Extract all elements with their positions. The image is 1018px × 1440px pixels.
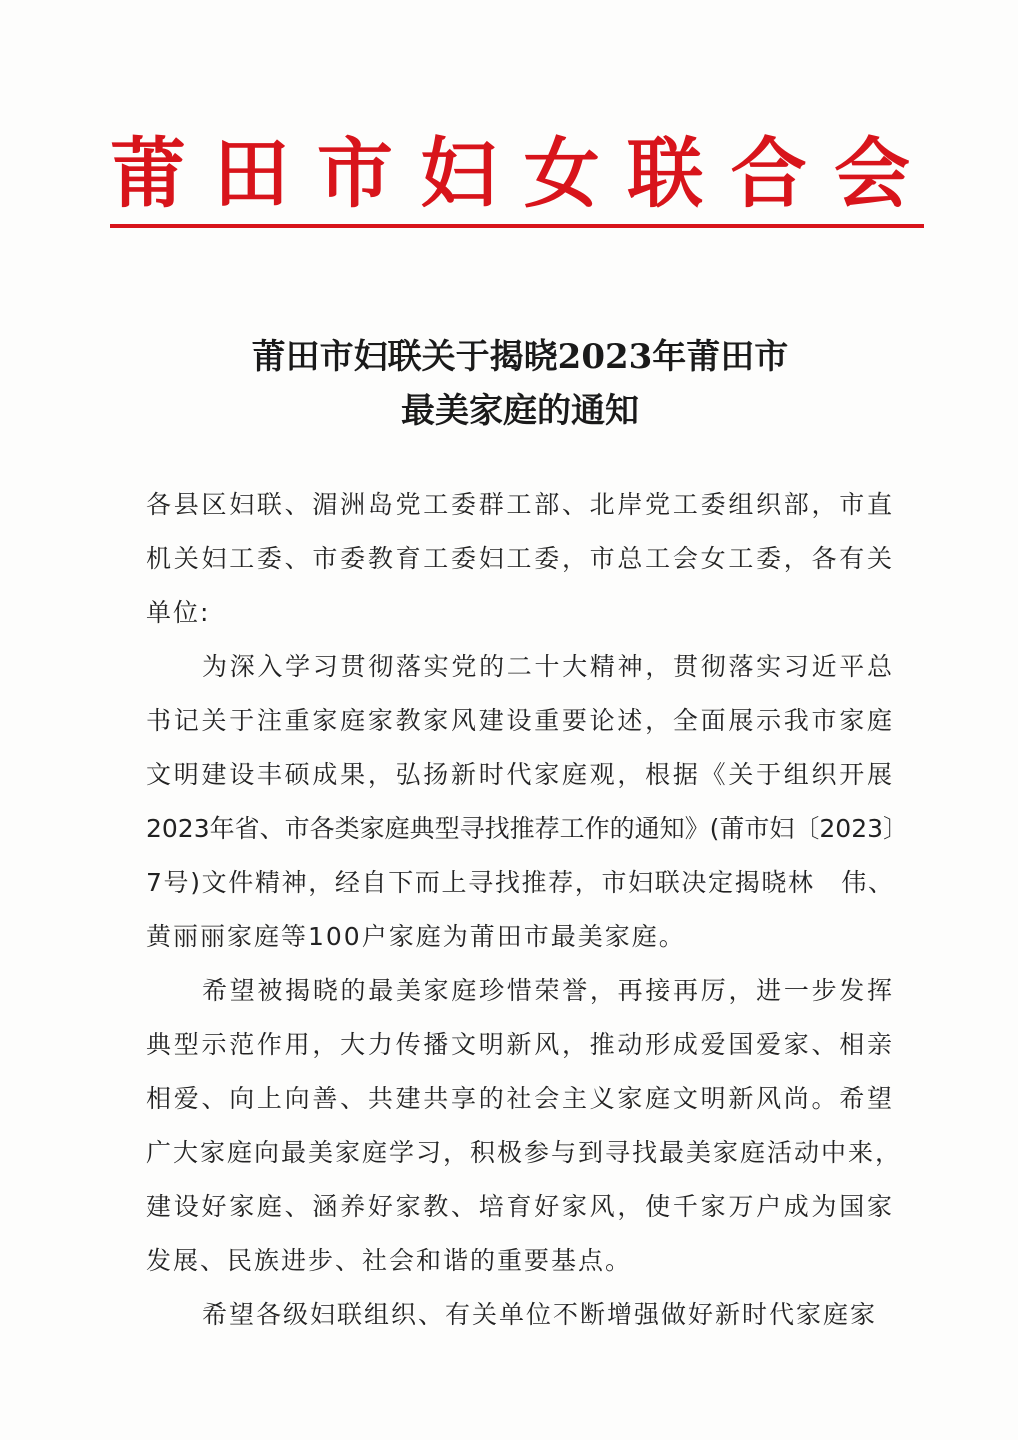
- paragraph-1-line: 为深入学习贯彻落实党的二十大精神，贯彻落实习近平总: [202, 652, 894, 681]
- paragraph-1-line: 文明建设丰硕成果，弘扬新时代家庭观，根据《关于组织开展: [146, 760, 894, 789]
- addressee-line: 单位:: [146, 598, 211, 627]
- document-title-line-2: 最美家庭的通知: [401, 391, 639, 431]
- paragraph-1-line: 书记关于注重家庭家教家风建设重要论述，全面展示我市家庭: [146, 706, 894, 735]
- document-body: [146, 478, 909, 1342]
- paragraph-2-line: 相爱、向上向善、共建共享的社会主义家庭文明新风尚。希望: [146, 1084, 894, 1113]
- paragraph-2-line: 发展、民族进步、社会和谐的重要基点。: [146, 1246, 633, 1275]
- document-title-line-1: 莆田市妇联关于揭晓2023年莆田市: [251, 337, 789, 377]
- paragraph-2-line: 希望被揭晓的最美家庭珍惜荣誉，再接再厉，进一步发挥: [202, 976, 894, 1005]
- organization-header: 莆田市妇女联合会: [110, 129, 910, 218]
- paragraph-1-line: 黄丽丽家庭等100户家庭为莆田市最美家庭。: [146, 922, 686, 951]
- paragraph-3-line: 希望各级妇联组织、有关单位不断增强做好新时代家庭家: [202, 1300, 878, 1329]
- document-title: [100, 330, 940, 438]
- paragraph-2-line: 建设好家庭、涵养好家教、培育好家风，使千家万户成为国家: [146, 1192, 894, 1221]
- paragraph-2-line: 典型示范作用，大力传播文明新风，推动形成爱国爱家、相亲: [146, 1030, 894, 1059]
- addressee-line: 机关妇工委、市委教育工委妇工委，市总工会女工委，各有关: [146, 544, 894, 573]
- paragraph-1-line: 2023年省、市各类家庭典型寻找推荐工作的通知》(莆市妇〔2023〕: [146, 814, 909, 843]
- addressee-line: 各县区妇联、湄洲岛党工委群工部、北岸党工委组织部，市直: [146, 490, 894, 519]
- paragraph-1-line: 7号)文件精神，经自下而上寻找推荐，市妇联决定揭晓林 伟、: [146, 868, 894, 897]
- header-red-rule: [110, 224, 924, 228]
- paragraph-2-line: 广大家庭向最美家庭学习，积极参与到寻找最美家庭活动中来，: [146, 1138, 903, 1167]
